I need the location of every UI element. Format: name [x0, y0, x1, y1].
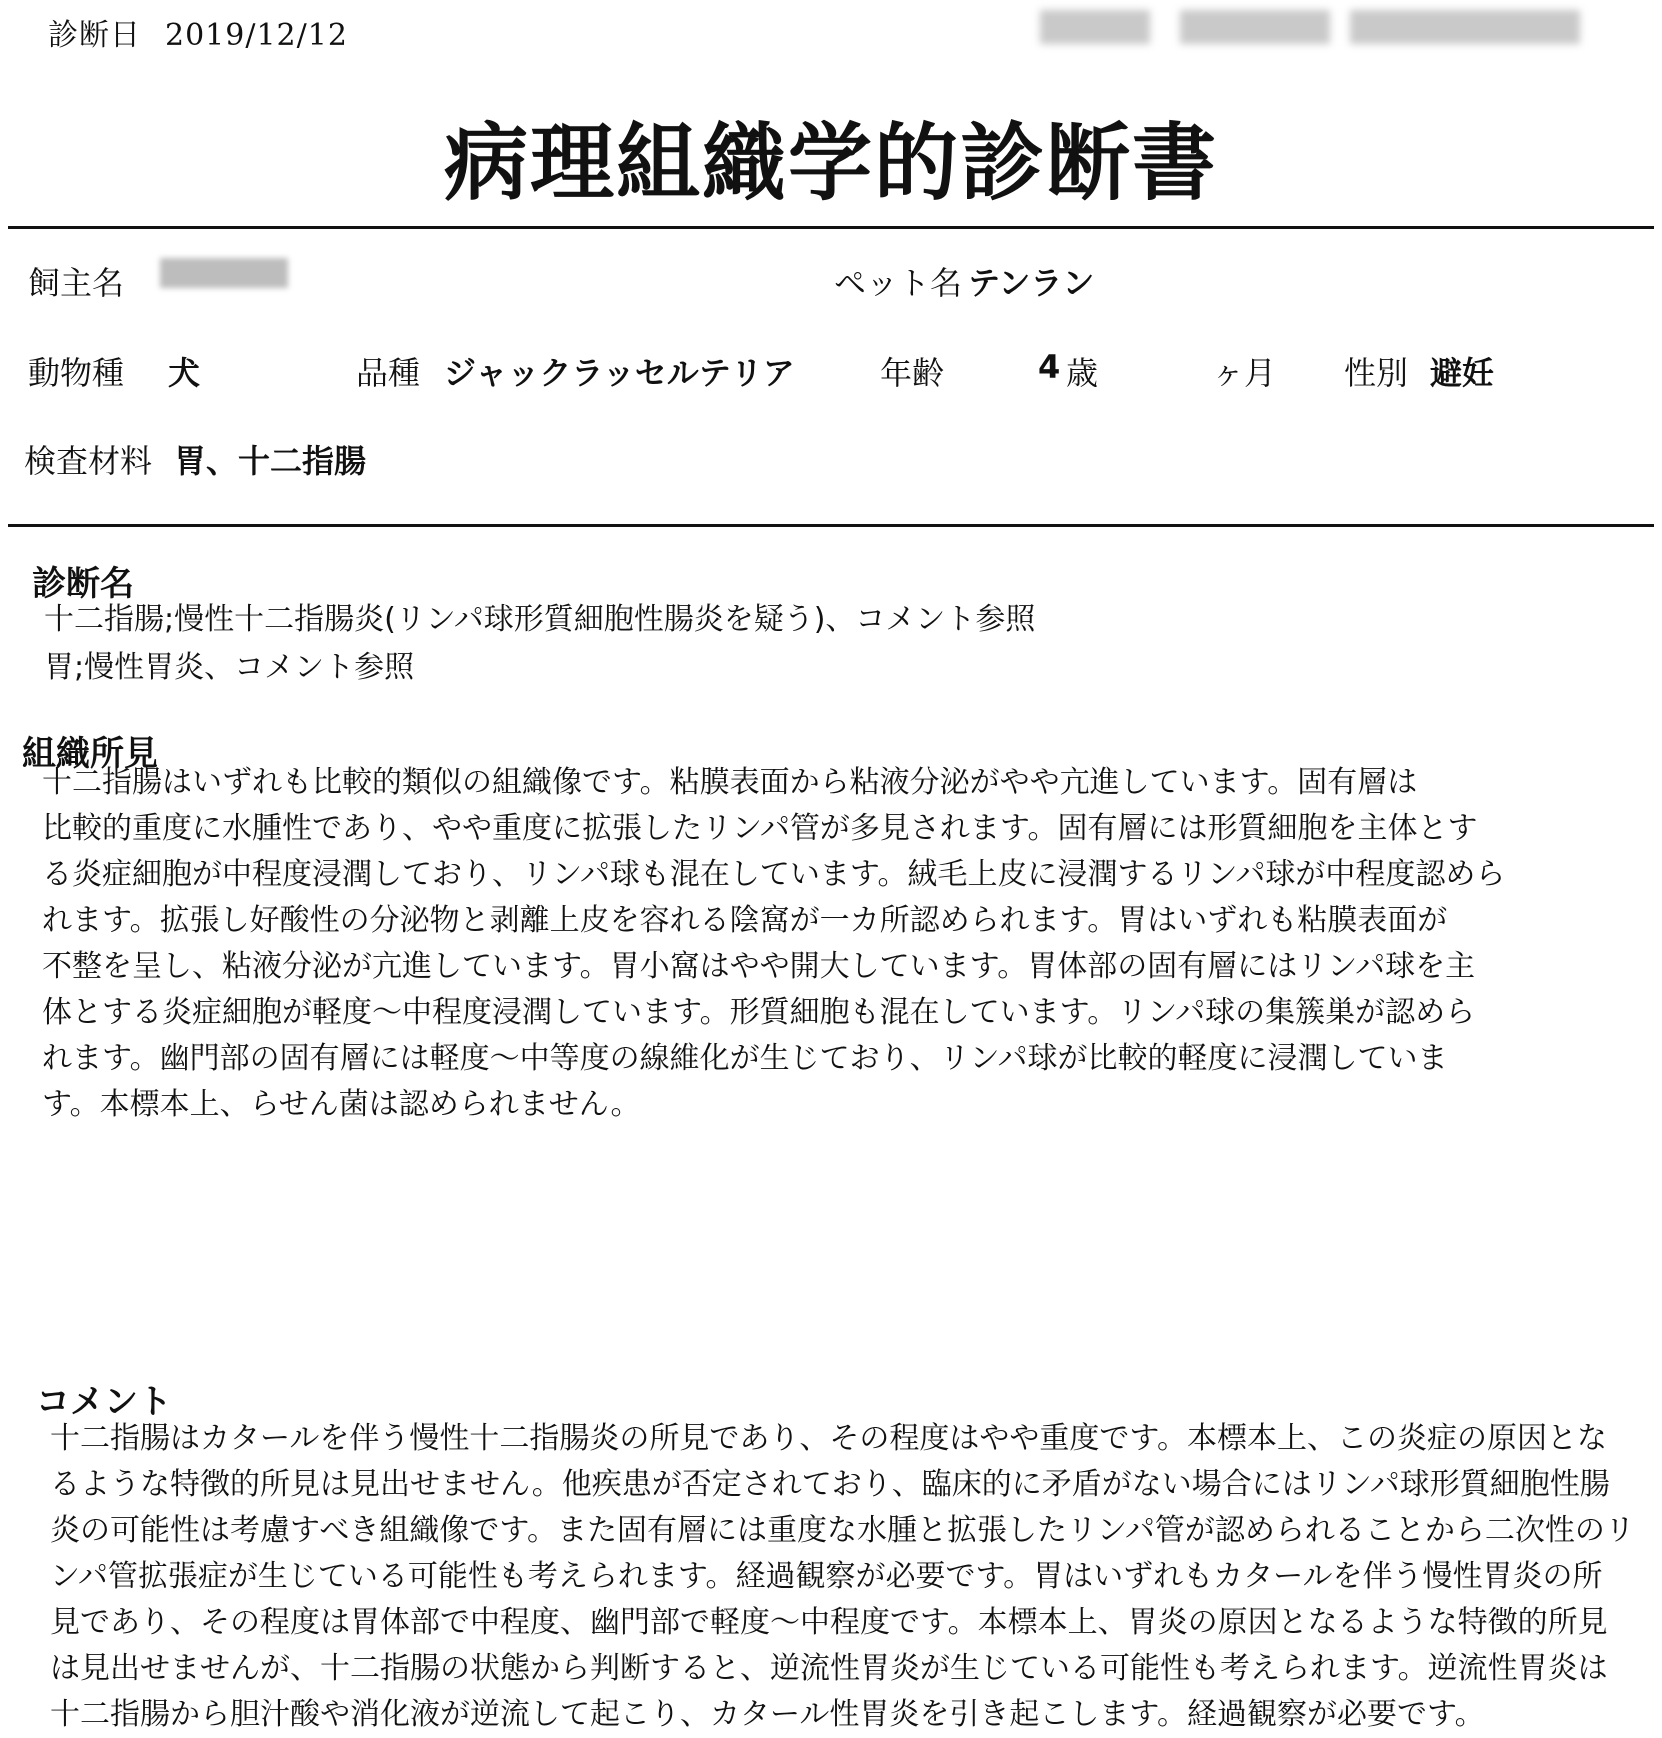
comment-heading: コメント: [36, 1382, 172, 1422]
diagnosis-date: [48, 10, 348, 54]
age-label: 年齢: [880, 354, 945, 392]
date-label: 診断日: [48, 18, 141, 53]
findings-line: 十二指腸はいずれも比較的類似の組織像です。粘膜表面から粘液分泌がやや亢進しています。固有層は: [42, 765, 1418, 800]
findings-heading: 組織所見: [22, 734, 158, 774]
material-value: 胃、十二指腸: [174, 442, 367, 480]
pet-value: テンラン: [968, 264, 1095, 302]
top-divider: [8, 226, 1654, 229]
pet-label: ペット名: [834, 264, 963, 302]
date-value: 2019/12/12: [165, 18, 348, 53]
redacted-block: [1180, 10, 1330, 44]
age-years: 4: [1038, 348, 1061, 386]
sex-value: 避妊: [1430, 354, 1495, 392]
comment-line: 炎の可能性は考慮すべき組織像です。また固有層には重度な水腫と拡張したリンパ管が認められることから二次性のリ: [50, 1513, 1635, 1548]
findings-line: 不整を呈し、粘液分泌が亢進しています。胃小窩はやや開大しています。胃体部の固有層にはリンパ球を主: [42, 949, 1476, 984]
document-title: 病理組織学的診断書: [443, 113, 1218, 212]
findings-line: れます。拡張し好酸性の分泌物と剥離上皮を容れる陰窩が一カ所認められます。胃はいずれも粘膜表面が: [42, 903, 1448, 938]
findings-line: 体とする炎症細胞が軽度〜中程度浸潤しています。形質細胞も混在しています。リンパ球の集簇巣が認めら: [42, 995, 1476, 1030]
findings-line: れます。幽門部の固有層には軽度〜中等度の線維化が生じており、リンパ球が比較的軽度に浸潤していま: [42, 1041, 1448, 1076]
diagnosis-line: 胃;慢性胃炎、コメント参照: [44, 650, 415, 685]
month-unit: ヶ月: [1212, 354, 1277, 392]
info-divider: [8, 524, 1654, 527]
comment-line: 十二指腸はカタールを伴う慢性十二指腸炎の所見であり、その程度はやや重度です。本標本上、この炎症の原因とな: [50, 1421, 1607, 1456]
comment-line: るような特徴的所見は見出せません。他疾患が否定されており、臨床的に矛盾がない場合にはリンパ球形質細胞性腸: [50, 1467, 1610, 1502]
comment-line: は見出せませんが、十二指腸の状態から判断すると、逆流性胃炎が生じている可能性も考えられます。逆流性胃炎は: [50, 1651, 1608, 1686]
breed-value: ジャックラッセルテリア: [444, 354, 795, 392]
comment-text: [50, 1416, 1650, 1738]
age-unit: 歳: [1066, 354, 1099, 392]
comment-line: 十二指腸から胆汁酸や消化液が逆流して起こり、カタール性胃炎を引き起こします。経過観察が必要です。: [50, 1697, 1485, 1732]
sex-label: 性別: [1344, 354, 1409, 392]
species-label: 動物種: [28, 354, 125, 392]
owner-label: 飼主名: [28, 264, 125, 302]
material-label: 検査材料: [24, 442, 153, 480]
redacted-owner-name: [160, 258, 288, 288]
findings-line: 比較的重度に水腫性であり、やや重度に拡張したリンパ管が多見されます。固有層には形質細胞を主体とす: [42, 811, 1478, 846]
redacted-block: [1040, 10, 1150, 44]
breed-label: 品種: [356, 354, 421, 392]
redacted-block: [1350, 10, 1580, 44]
comment-line: 見であり、その程度は胃体部で中程度、幽門部で軽度〜中程度です。本標本上、胃炎の原因となるような特徴的所見: [50, 1605, 1608, 1640]
diagnosis-line: 十二指腸;慢性十二指腸炎(リンパ球形質細胞性腸炎を疑う)、コメント参照: [44, 602, 1036, 637]
findings-line: る炎症細胞が中程度浸潤しており、リンパ球も混在しています。絨毛上皮に浸潤するリンパ球が中程度認めら: [42, 857, 1506, 892]
species-value: 犬: [168, 354, 201, 392]
findings-text: [42, 760, 1642, 1128]
findings-line: す。本標本上、らせん菌は認められません。: [42, 1087, 641, 1122]
comment-line: ンパ管拡張症が生じている可能性も考えられます。経過観察が必要です。胃はいずれもカタールを伴う慢性胃炎の所: [50, 1559, 1603, 1594]
diagnosis-heading: 診断名: [32, 564, 134, 604]
